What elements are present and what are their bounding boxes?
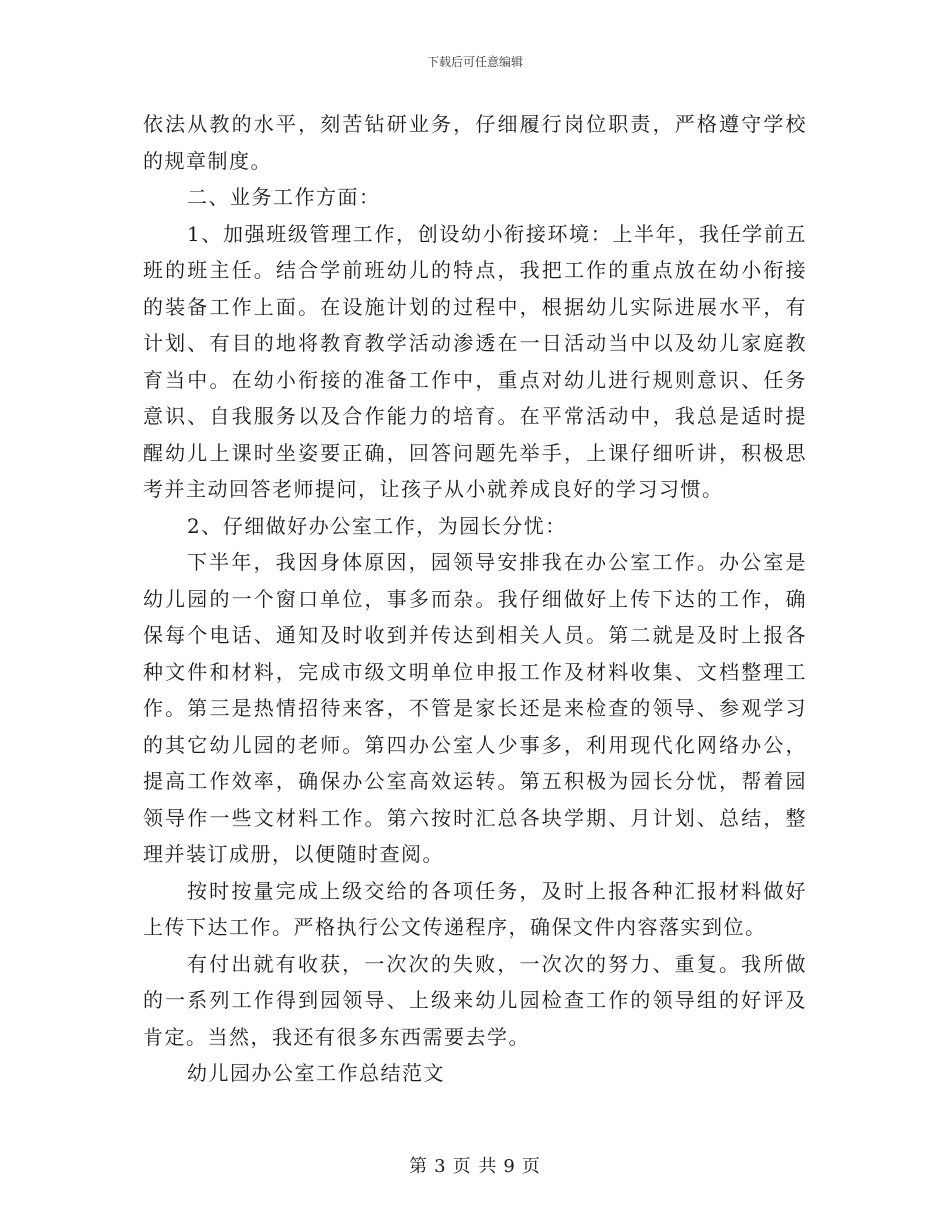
page-mid: 页 共 — [452, 1156, 498, 1177]
paragraph-3: 1、加强班级管理工作，创设幼小衔接环境：上半年，我任学前五班的班主任。结合学前班幼儿的特点，我把工作的重点放在幼小衔接的装备工作上面。在设施计划的过程中，根据幼儿实际进展水平，有计划、有目的地将教育教学活动渗透在一日活动当中以及幼儿家庭教育当中。在幼小衔接的准备工作中，重点对幼儿进行规则意识、任务意识、自我服务以及合作能力的培育。在平常活动中，我总是适时提醒幼儿上课时坐姿要正确，回答问题先举手，上课仔细听讲，积极思考并主动回答老师提问，让孩子从小就养成良好的学习习惯。 — [143, 221, 807, 501]
page-total: 9 — [503, 1156, 516, 1177]
page-suffix: 页 — [521, 1156, 541, 1177]
paragraph-1: 依法从教的水平，刻苦钻研业务，仔细履行岗位职责，严格遵守学校的规章制度。 — [143, 112, 807, 173]
paragraph-4-subheading: 2、仔细做好办公室工作，为园长分忧： — [187, 513, 567, 538]
paragraph-6: 按时按量完成上级交给的各项任务，及时上报各种汇报材料做好上传下达工作。严格执行公文传递程序，确保文件内容落实到位。 — [143, 878, 807, 939]
paragraph-7: 有付出就有收获，一次次的失败，一次次的努力、重复。我所做的一系列工作得到园领导、上级来幼儿园检查工作的领导组的好评及肯定。当然，我还有很多东西需要去学。 — [143, 951, 807, 1049]
paragraph-8-title: 幼儿园办公室工作总结范文 — [187, 1061, 445, 1085]
header-note: 下载后可任意编辑 — [426, 55, 523, 69]
page-prefix: 第 — [409, 1156, 429, 1177]
paragraph-2-section-heading: 二、业务工作方面： — [187, 185, 381, 209]
document-body — [143, 106, 807, 1092]
page-number — [0, 1152, 950, 1178]
page-current: 3 — [434, 1156, 447, 1177]
paragraph-5: 下半年，我因身体原因，园领导安排我在办公室工作。办公室是幼儿园的一个窗口单位，事多而杂。我仔细做好上传下达的工作，确保每个电话、通知及时收到并传达到相关人员。第二就是及时上报各种文件和材料，完成市级文明单位申报工作及材料收集、文档整理工作。第三是热情招待来客，不管是家长还是来检查的领导、参观学习的其它幼儿园的老师。第四办公室人少事多，利用现代化网络办公，提高工作效率，确保办公室高效运转。第五积极为园长分忧，帮着园领导作一些文材料工作。第六按时汇总各块学期、月计划、总结，整理并装订成册，以便随时查阅。 — [143, 550, 807, 866]
